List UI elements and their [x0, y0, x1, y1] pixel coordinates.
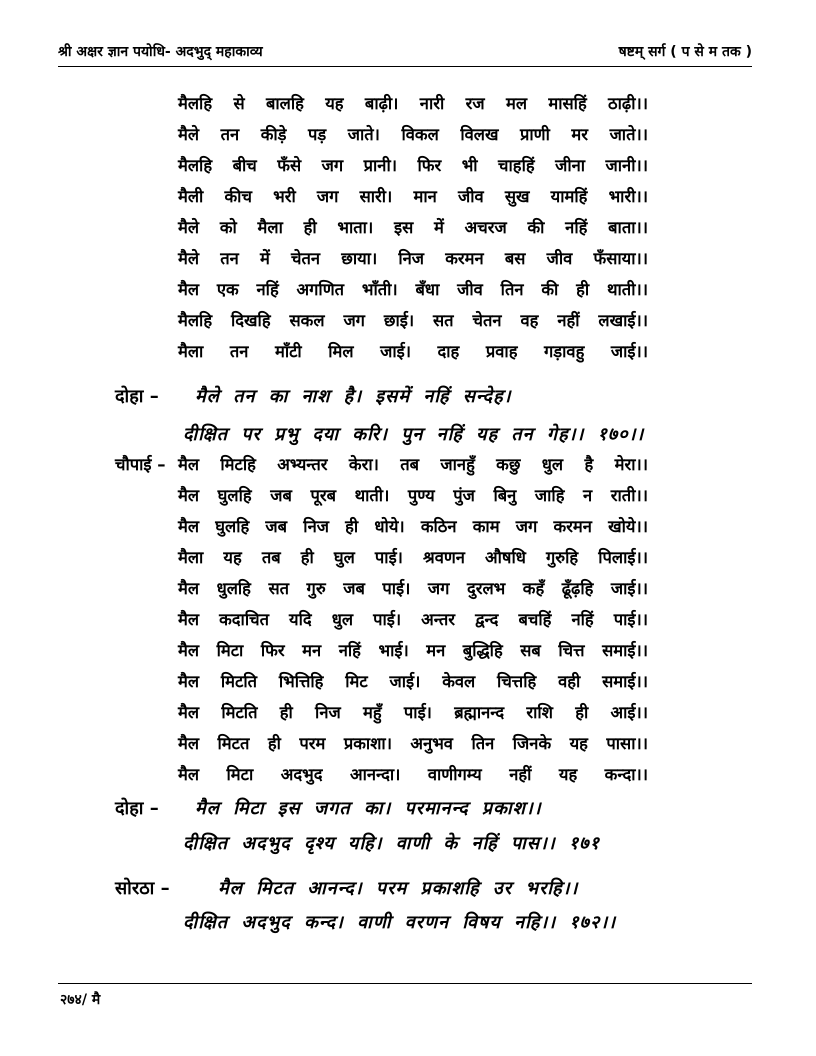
page-number: २७४/ मै [60, 992, 101, 1008]
verse-line: मैल एक नहिं अगणित भाँती। बँधा जीव तिन की ही थाती।। [178, 280, 648, 299]
verse-line: मैल मिटत ही परम प्रकाशा। अनुभव तिन जिनके यह पासा।। [178, 734, 648, 753]
verse-line: मैल मिटति ही निज महुँ पाई। ब्रह्मानन्द राशि ही आई।। [178, 703, 648, 722]
doha-170 [115, 380, 715, 451]
footer-divider [58, 983, 752, 984]
chapter-title: षष्टम् सर्ग ( प से म तक ) [618, 44, 752, 60]
doha-line-1: मैल मिटा इस जगत का। परमानन्द प्रकाश।। [195, 798, 542, 819]
soratha-line-2: दीक्षित अदभुद कन्द। वाणी वरणन विषय नहि।। १७२।। [183, 912, 617, 933]
doha-171 [115, 792, 715, 860]
book-title: श्री अक्षर ज्ञान पयोधि- अदभुद् महाकाव्य [58, 44, 263, 60]
verse-line: मैला यह तब ही घुल पाई। श्रवणन औषधि गुरुहि पिलाई।। [178, 548, 648, 567]
verse-line: मैले तन में चेतन छाया। निज करमन बस जीव फँसाया।। [178, 249, 648, 268]
verse-line: मैल मिटा अदभुद आनन्दा। वाणीगम्य नहीं यह कन्दा।। [178, 765, 648, 784]
verse-line: मैली कीच भरी जग सारी। मान जीव सुख यामहिं भारी।। [178, 187, 648, 206]
soratha-line-1: मैल मिटत आनन्द। परम प्रकाशहि उर भरहि।। [218, 878, 579, 899]
verse-line: मैले को मैला ही भाता। इस में अचरज की नहिं बाता।। [178, 218, 648, 237]
soratha-172 [115, 872, 715, 939]
doha-label: दोहा – [115, 386, 159, 407]
doha-line-2: दीक्षित पर प्रभु दया करि। पुन नहिं यह तन गेह।। १७०।। [183, 424, 645, 445]
verse-line: मैले तन कीड़े पड़ जाते। विकल विलख प्राणी मर जाते।। [178, 125, 648, 144]
soratha-label: सोरठा – [115, 878, 170, 899]
doha-line-1: मैले तन का नाश है। इसमें नहिं सन्देह। [195, 386, 512, 407]
verse-line: मैल घुलहि जब निज ही धोये। कठिन काम जग करमन खोये।। [178, 517, 648, 536]
doha-line-2: दीक्षित अदभुद दृश्य यहि। वाणी के नहिं पास।। १७१ [183, 833, 600, 854]
doha-label: दोहा – [115, 798, 159, 819]
verse-line: मैल धुलहि सत गुरु जब पाई। जग दुरलभ कहँ ढूँढ़हि जाई।। [178, 579, 648, 598]
verse-line: मैल मिटा फिर मन नहिं भाई। मन बुद्धिहि सब चित्त समाई।। [178, 641, 648, 660]
verse-line: मैल कदाचित यदि धुल पाई। अन्तर द्वन्द बचहिं नहिं पाई।। [178, 610, 648, 629]
verse-line: मैलहि दिखहि सकल जग छाई। सत चेतन वह नहीं लखाई।। [178, 311, 648, 330]
chaupai-label: चौपाई – [115, 455, 166, 474]
verse-line: मैल मिटहि अभ्यन्तर केरा। तब जानहुँ कछु धुल है मेरा।। [178, 455, 648, 474]
verse-line: मैलहि बीच फँसे जग प्रानी। फिर भी चाहहिं जीना जानी।। [178, 156, 648, 175]
verse-line: मैला तन माँटी मिल जाई। दाह प्रवाह गड़ावहु जाई।। [178, 342, 648, 361]
verse-line: मैलहि से बालहि यह बाढ़ी। नारी रज मल मासहिं ठाढ़ी।। [178, 94, 648, 113]
verse-line: मैल मिटति भित्तिहि मिट जाई। केवल चित्तहि वही समाई।। [178, 672, 648, 691]
page-header [58, 40, 752, 67]
chaupai-block [178, 449, 648, 790]
verse-block-1 [178, 88, 648, 367]
verse-line: मैल घुलहि जब पूरब थाती। पुण्य पुंज बिनु जाहि न राती।। [178, 486, 648, 505]
